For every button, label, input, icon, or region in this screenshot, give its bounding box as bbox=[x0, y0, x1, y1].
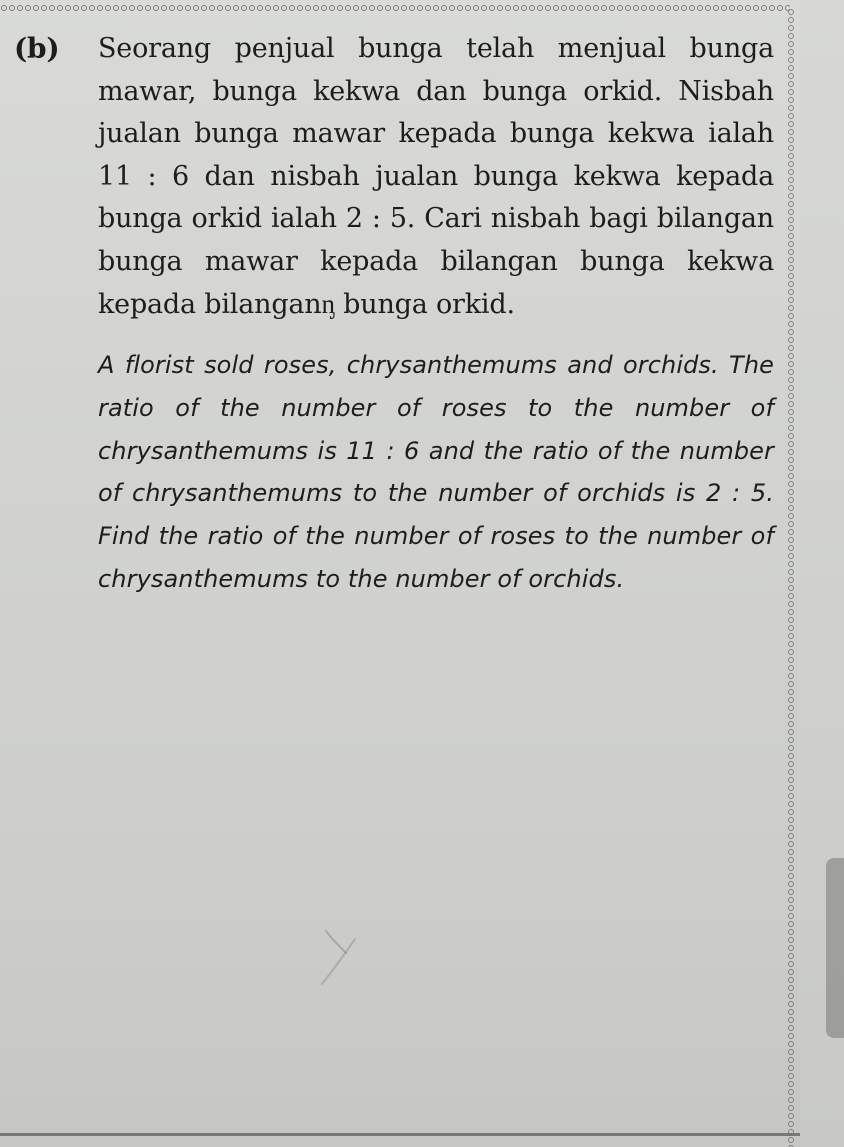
pencil-mark bbox=[318, 927, 360, 989]
page-edge-shadow bbox=[826, 858, 844, 1038]
malay-question-block bbox=[14, 28, 774, 326]
bottom-rule bbox=[0, 1133, 800, 1136]
right-dotted-border bbox=[784, 8, 798, 1147]
question-label: (b) bbox=[14, 32, 60, 65]
malay-question-text: Seorang penjual bunga telah menjual bunga mawar, bunga kekwa dan bunga orkid. Nisbah jualan bunga mawar kepada bunga kekwa ialah 11 : 6 dan nisbah jualan bunga kekwa kepada bunga orkid ialah 2 : 5. Cari nisbah bagi bilangan bunga mawar kepada bilangan bunga kekwa kepada bilanganᶇ bunga orkid. bbox=[98, 33, 774, 320]
english-question-text: A florist sold roses, chrysanthemums and orchids. The ratio of the number of roses to the number of chrysanthemums is 11 : 6 and the ratio of the number of chrysanthemums to the number of orchids is 2 : 5. Find the ratio of the number of roses to the number of chrysanthemums to the number of orchids. bbox=[98, 351, 774, 593]
top-dotted-border bbox=[0, 2, 790, 14]
question-b bbox=[14, 28, 774, 600]
